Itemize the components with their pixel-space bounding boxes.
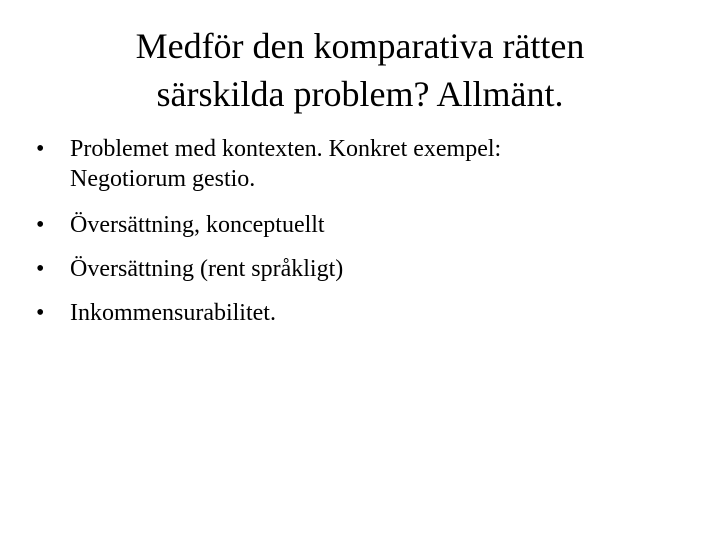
slide-title-line-2: särskilda problem? Allmänt.	[156, 74, 564, 114]
bullet-line: Negotiorum gestio.	[70, 166, 256, 192]
bullet-item-linguistic-translation	[36, 254, 684, 284]
bullet-line: Inkommensurabilitet.	[70, 300, 276, 326]
bullet-marker: •	[36, 136, 45, 162]
bullet-text	[70, 134, 684, 194]
bullet-marker: •	[36, 256, 45, 282]
bullet-line: Problemet med kontexten. Konkret exempel:	[70, 136, 502, 162]
slide-title	[72, 22, 648, 118]
bullet-text	[70, 298, 684, 328]
bullet-text	[70, 210, 684, 240]
bullet-list	[36, 134, 684, 342]
bullet-item-context	[36, 134, 684, 194]
bullet-line: Översättning, konceptuellt	[70, 212, 325, 238]
bullet-marker: •	[36, 300, 45, 326]
bullet-line: Översättning (rent språkligt)	[70, 256, 344, 282]
bullet-item-conceptual-translation	[36, 210, 684, 240]
slide-title-line-1: Medför den komparativa rätten	[135, 26, 585, 66]
bullet-text	[70, 254, 684, 284]
bullet-marker: •	[36, 212, 45, 238]
bullet-item-incommensurability	[36, 298, 684, 328]
